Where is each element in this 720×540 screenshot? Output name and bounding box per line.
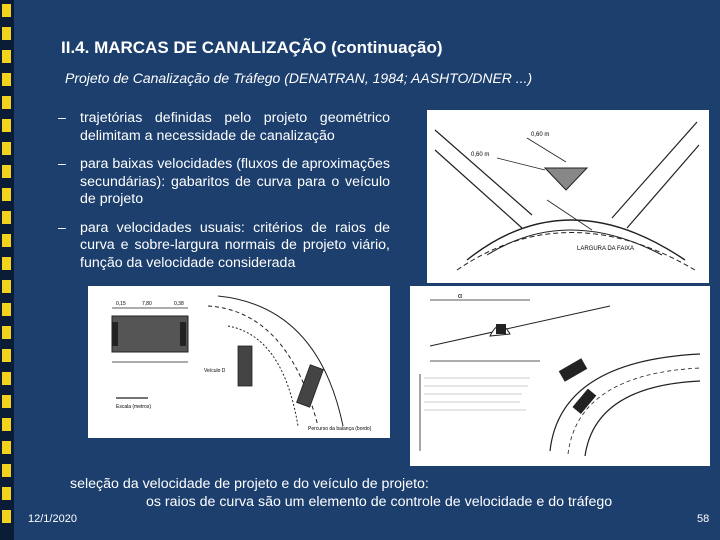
bullet-marker: – xyxy=(58,110,66,126)
stripe xyxy=(2,119,11,132)
stripe xyxy=(2,326,11,339)
turning-template-svg xyxy=(88,286,390,438)
caption xyxy=(70,475,680,511)
bullet-text: para baixas velocidades (fluxos de aproximações secundárias): gabaritos de curva para o veículo de projeto xyxy=(80,156,390,207)
figure-label: Veículo D xyxy=(204,368,226,374)
slide-title: II.4. MARCAS DE CANALIZAÇÃO (continuação) xyxy=(61,38,443,57)
stripe xyxy=(2,372,11,385)
stripe xyxy=(2,165,11,178)
caption-line: seleção da velocidade de projeto e do veículo de projeto: xyxy=(70,476,429,492)
slide-subtitle: Projeto de Canalização de Tráfego (DENATRAN, 1984; AASHTO/DNER ...) xyxy=(65,70,533,86)
stripe xyxy=(2,303,11,316)
figure-label: Percurso da balança (bordo) xyxy=(308,426,372,432)
figure-label: 0,15 xyxy=(116,301,126,307)
stripe xyxy=(2,4,11,17)
bullet-text: para velocidades usuais: critérios de raios de curva e sobre-largura normais de projeto viário, função da velocidade considerada xyxy=(80,219,390,271)
island-diagram-svg xyxy=(427,110,709,283)
stripe xyxy=(2,395,11,408)
curve-superelevation-svg xyxy=(410,286,710,466)
stripe xyxy=(2,418,11,431)
caption-line: os raios de curva são um elemento de controle de velocidade e do tráfego xyxy=(146,494,613,510)
bullet-list xyxy=(58,110,390,283)
bullet-marker: – xyxy=(58,156,66,172)
stripe xyxy=(2,280,11,293)
figure-label: 0,60 m xyxy=(471,152,490,158)
bullet-item xyxy=(58,156,390,209)
stripe xyxy=(2,487,11,500)
stripe xyxy=(2,73,11,86)
stripe xyxy=(2,441,11,454)
stripe xyxy=(2,464,11,477)
stripe xyxy=(2,188,11,201)
stripe xyxy=(2,349,11,362)
decorative-side-bar xyxy=(0,0,14,540)
bullet-item xyxy=(58,110,390,145)
figure-island-diagram xyxy=(427,110,709,283)
bullet-marker: – xyxy=(58,219,66,236)
bullet-text: trajetórias definidas pelo projeto geométrico delimitam a necessidade de canalização xyxy=(80,110,390,144)
stripe xyxy=(2,142,11,155)
figure-label: 0,38 xyxy=(174,301,184,307)
stripe xyxy=(2,96,11,109)
stripe xyxy=(2,510,11,523)
figure-turning-template xyxy=(88,286,390,438)
stripe xyxy=(2,27,11,40)
figure-label: 0,60 m xyxy=(531,132,550,138)
bullet-item xyxy=(58,220,390,273)
stripe xyxy=(2,211,11,224)
stripe xyxy=(2,234,11,247)
figure-label: LARGURA DA FAIXA xyxy=(577,246,635,252)
figure-label: α xyxy=(458,293,463,300)
figure-curve-superelevation xyxy=(410,286,710,466)
stripe xyxy=(2,50,11,63)
figure-label: Escala (metros) xyxy=(116,404,152,410)
stripe xyxy=(2,257,11,270)
slide-date: 12/1/2020 xyxy=(28,513,77,525)
page-number: 58 xyxy=(697,513,710,525)
figure-label: 7,80 xyxy=(142,301,152,307)
